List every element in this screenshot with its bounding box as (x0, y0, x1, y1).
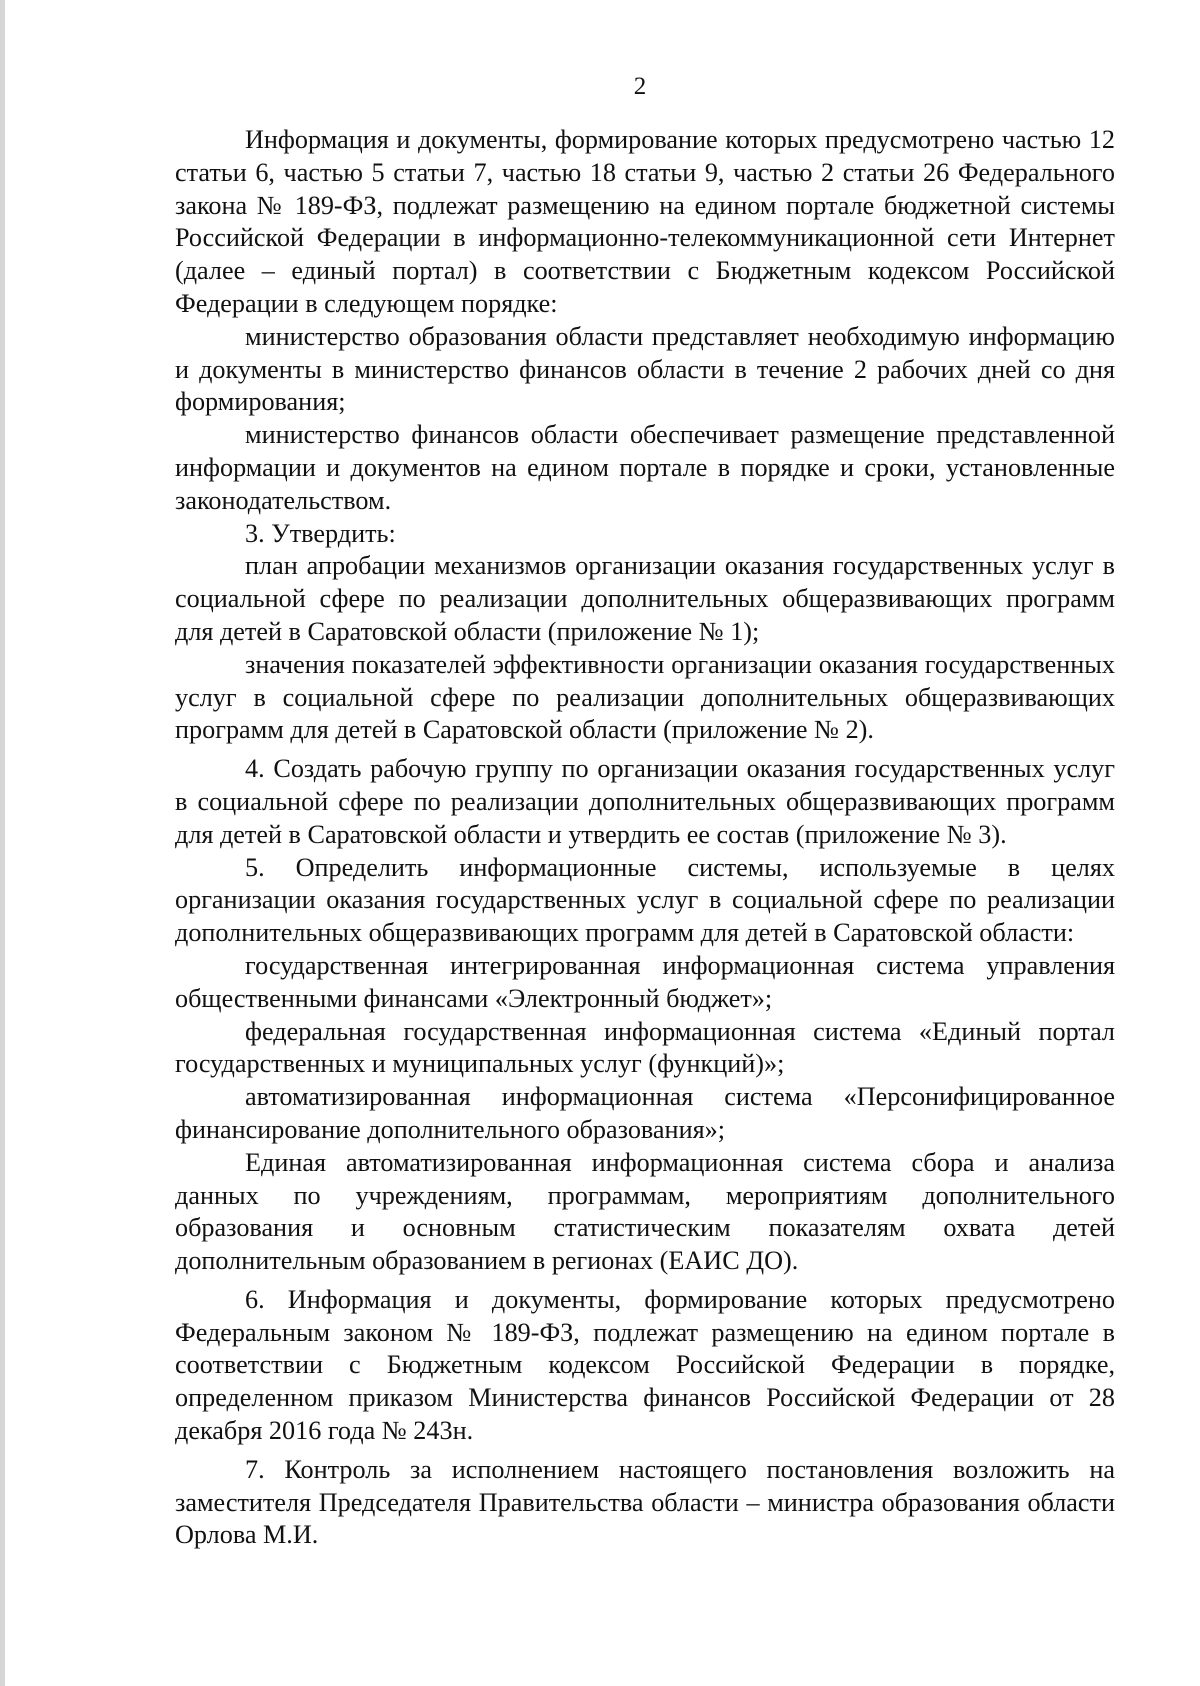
paragraph-item-7: 7. Контроль за исполнением настоящего постановления возложить на заместителя Председателя Правительства области – министра образования области Орлова М.И. (175, 1454, 1115, 1550)
paragraph-ministry-finance: министерство финансов области обеспечивает размещение представленной информации и документов на едином портале в порядке и сроки, установленные законодательством. (175, 420, 1115, 515)
paragraph-item-6: 6. Информация и документы, формирование которых предусмотрено Федеральным законом № 189-ФЗ, подлежат размещению на едином портале в соответствии с Бюджетным кодексом Российской Федерации в порядке, определенном приказом Министерства финансов Российской Федерации от 28 декабря 2016 года № 243н. (175, 1284, 1115, 1446)
paragraph-item-5: 5. Определить информационные системы, используемые в целях организации оказания государственных услуг в социальной сфере по реализации дополнительных общеразвивающих программ для детей в Саратовской области: (175, 852, 1115, 948)
paragraph-item-3: 3. Утвердить: (245, 518, 396, 548)
paragraph-approbation-plan: план апробации механизмов организации оказания государственных услуг в социальной сфере по реализации дополнительных общеразвивающих программ для детей в Саратовской области (приложение № 1); (175, 551, 1115, 646)
page-number: 2 (633, 73, 647, 100)
paragraph-personified-financing: автоматизированная информационная система «Персонифицированное финансирование дополнительного образования»; (175, 1082, 1115, 1144)
paragraph-public-services-portal: федеральная государственная информационная система «Единый портал государственных и муниципальных услуг (функций)»; (175, 1016, 1115, 1079)
paragraph-eais-do: Единая автоматизированная информационная система сбора и анализа данных по учреждениям, программам, мероприятиям дополнительного образования и основным статистическим показателям охвата детей дополнительным образованием в регионах (ЕАИС ДО). (175, 1147, 1115, 1276)
paragraph-item-4: 4. Создать рабочую группу по организации оказания государственных услуг в социальной сфере по реализации дополнительных общеразвивающих программ для детей в Саратовской области и утвердить ее состав (приложение № 3). (175, 754, 1115, 849)
paragraph-electronic-budget: государственная интегрированная информационная система управления общественными финансами «Электронный бюджет»; (175, 950, 1115, 1013)
paragraph-portal-info: Информация и документы, формирование которых предусмотрено частью 12 статьи 6, частью 5 статьи 7, частью 18 статьи 9, частью 2 статьи 26 Федерального закона № 189-ФЗ, подлежат размещению на едином портале бюджетной системы Российской Федерации в информационно-телекоммуникационной сети Интернет (далее – единый портал) в соответствии с Бюджетным кодексом Российской Федерации в следующем порядке: (175, 125, 1115, 318)
document-body (175, 124, 1115, 1552)
paragraph-ministry-education: министерство образования области представляет необходимую информацию и документы в министерство финансов области в течение 2 рабочих дней со дня формирования; (175, 321, 1115, 417)
scan-edge-shadow (0, 0, 5, 1686)
paragraph-efficiency-indicators: значения показателей эффективности организации оказания государственных услуг в социальной сфере по реализации дополнительных общеразвивающих программ для детей в Саратовской области (приложение № 2). (175, 649, 1115, 745)
